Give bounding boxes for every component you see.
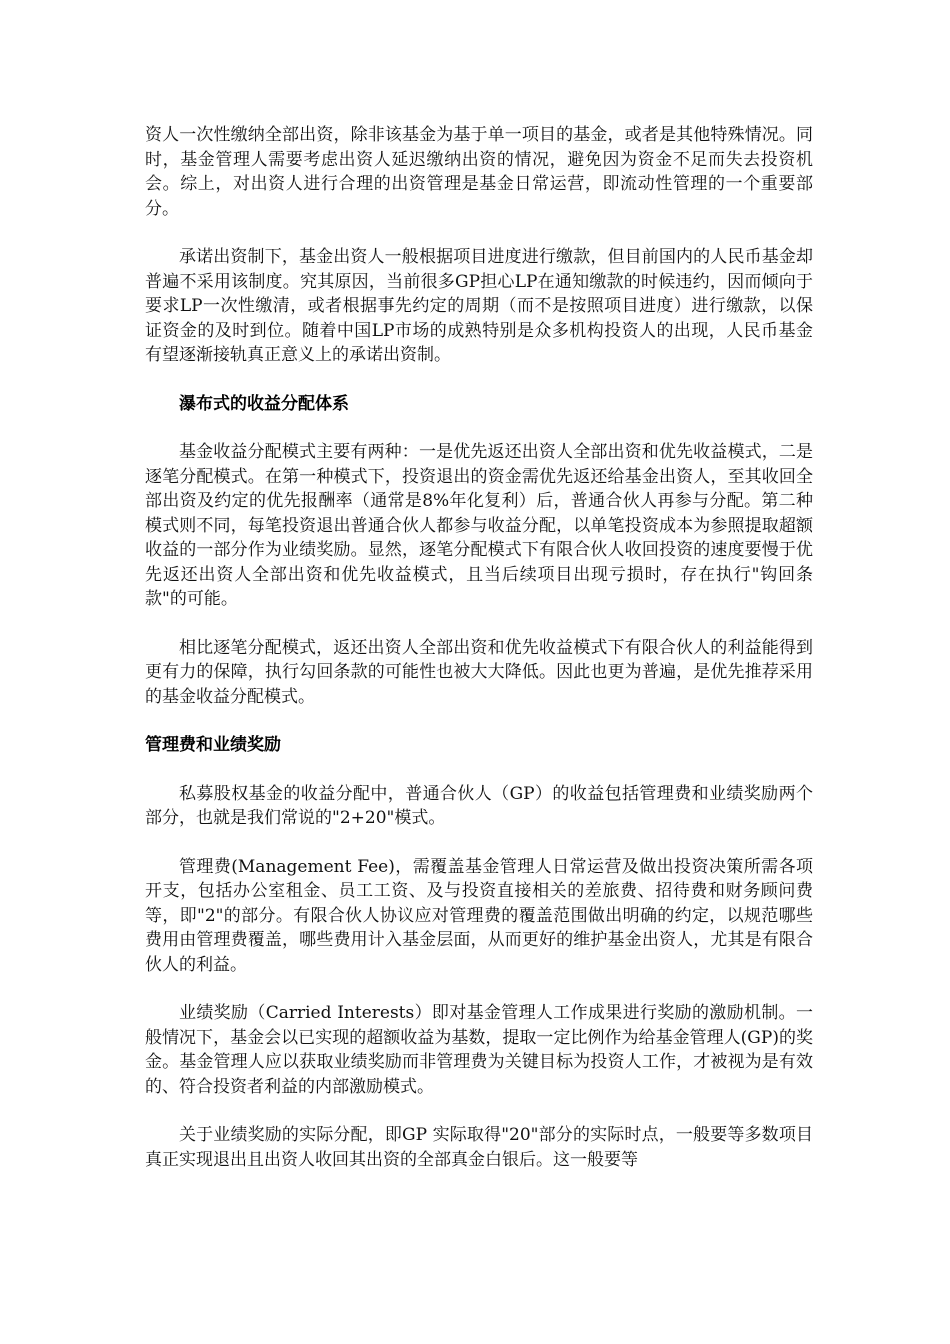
paragraph: 管理费(Management Fee)，需覆盖基金管理人日常运营及做出投资决策所需各项开支，包括办公室租金、员工工资、及与投资直接相关的差旅费、招待费和财务顾问费等，即"2"的部分。有限合伙人协议应对管理费的覆盖范围做出明确的约定，以规范哪些费用由管理费覆盖，哪些费用计入基金层面，从而更好的维护基金出资人，尤其是有限合伙人的利益。 (145, 856, 813, 975)
paragraph: 相比逐笔分配模式，返还出资人全部出资和优先收益模式下有限合伙人的利益能得到更有力的保障，执行勾回条款的可能性也被大大降低。因此也更为普遍，是优先推荐采用的基金收益分配模式。 (145, 637, 813, 707)
paragraph: 承诺出资制下，基金出资人一般根据项目进度进行缴款，但目前国内的人民币基金却普遍不采用该制度。究其原因，当前很多GP担心LP在通知缴款的时候违约，因而倾向于要求LP一次性缴清，或者根据事先约定的周期（而不是按照项目进度）进行缴款，以保证资金的及时到位。随着中国LP市场的成熟特别是众多机构投资人的出现，人民币基金有望逐渐接轨真正意义上的承诺出资制。 (145, 247, 813, 365)
paragraph: 资人一次性缴纳全部出资，除非该基金为基于单一项目的基金，或者是其他特殊情况。同时，基金管理人需要考虑出资人延迟缴纳出资的情况，避免因为资金不足而失去投资机会。综上，对出资人进行合理的出资管理是基金日常运营，即流动性管理的一个重要部分。 (145, 125, 813, 219)
paragraph: 基金收益分配模式主要有两种：一是优先返还出资人全部出资和优先收益模式，二是逐笔分配模式。在第一种模式下，投资退出的资金需优先返还给基金出资人，至其收回全部出资及约定的优先报酬率（通常是8%年化复利）后，普通合伙人再参与分配。第二种模式则不同，每笔投资退出普通合伙人都参与收益分配，以单笔投资成本为参照提取超额收益的一部分作为业绩奖励。显然，逐笔分配模式下有限合伙人收回投资的速度要慢于优先返还出资人全部出资和优先收益模式，且当后续项目出现亏损时，存在执行"钩回条款"的可能。 (145, 442, 813, 609)
document-page (145, 123, 813, 1196)
section-heading-fees: 管理费和业绩奖励 (145, 735, 281, 755)
paragraph: 私募股权基金的收益分配中，普通合伙人（GP）的收益包括管理费和业绩奖励两个部分，也就是我们常说的"2+20"模式。 (145, 783, 813, 828)
paragraph: 业绩奖励（Carried Interests）即对基金管理人工作成果进行奖励的激励机制。一般情况下，基金会以已实现的超额收益为基数，提取一定比例作为给基金管理人(GP)的奖金。基金管理人应以获取业绩奖励而非管理费为关键目标为投资人工作，才被视为是有效的、符合投资者利益的内部激励模式。 (145, 1003, 813, 1097)
section-heading-waterfall: 瀑布式的收益分配体系 (179, 393, 349, 414)
paragraph: 关于业绩奖励的实际分配，即GP 实际取得"20"部分的实际时点，一般要等多数项目真正实现退出且出资人收回其出资的全部真金白银后。这一般要等 (145, 1125, 813, 1170)
